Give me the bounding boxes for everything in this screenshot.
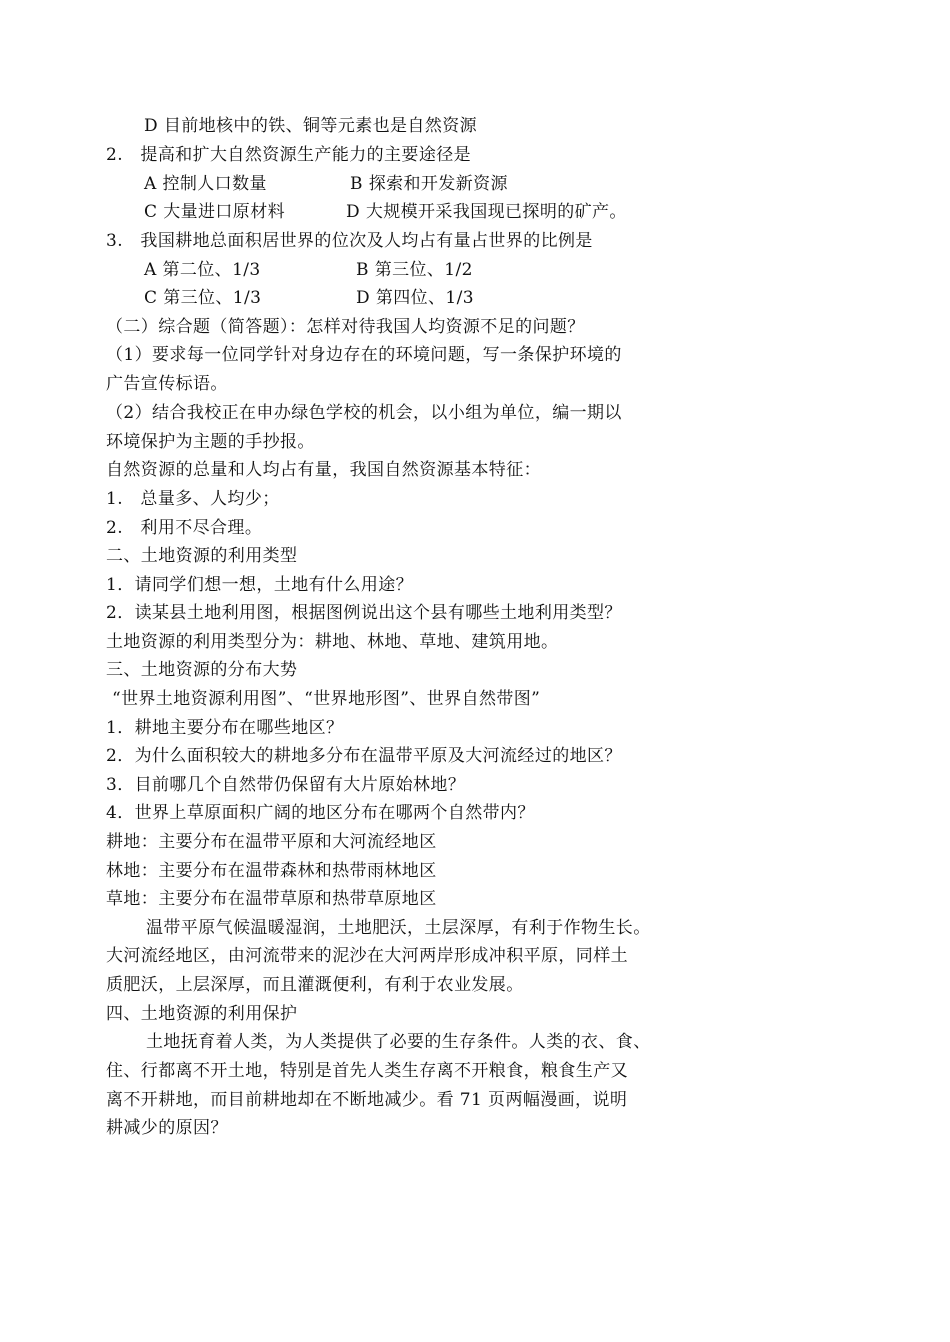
q2-option-c: C 大量进口原材料 [144, 202, 286, 222]
q3-stem: 3. 我国耕地总面积居世界的位次及人均占有量占世界的比例是 [106, 231, 593, 251]
paragraph2-line1: 土地抚育着人类，为人类提供了必要的生存条件。人类的衣、食、 [146, 1032, 651, 1052]
task2-line2: 环境保护为主题的手抄报。 [106, 432, 315, 452]
feature-2: 2. 利用不尽合理。 [106, 518, 263, 538]
answer-farmland: 耕地：主要分布在温带平原和大河流经地区 [106, 832, 437, 852]
land-question-2: 2．读某县土地利用图，根据图例说出这个县有哪些土地利用类型？ [106, 603, 622, 623]
heading-protection: 四、土地资源的利用保护 [106, 1004, 298, 1024]
paragraph1-line2: 大河流经地区，由河流带来的泥沙在大河两岸形成冲积平原，同样土 [106, 946, 628, 966]
paragraph1-line3: 质肥沃，上层深厚，而且灌溉便利，有利于农业发展。 [106, 975, 524, 995]
q2-option-a: A 控制人口数量 [144, 174, 267, 194]
q1-option-d: D 目前地核中的铁、铜等元素也是自然资源 [144, 116, 478, 136]
heading-land-types: 二、土地资源的利用类型 [106, 546, 298, 566]
paragraph2-line3: 离不开耕地，而目前耕地却在不断地减少。看 71 页两幅漫画，说明 [106, 1090, 628, 1110]
paragraph1-line1: 温带平原气候温暖湿润，土地肥沃，土层深厚，有利于作物生长。 [146, 918, 651, 938]
distribution-question-3: 3．目前哪几个自然带仍保留有大片原始林地？ [106, 775, 466, 795]
distribution-question-4: 4．世界上草原面积广阔的地区分布在哪两个自然带内？ [106, 803, 535, 823]
q2-option-d: D 大规模开采我国现已探明的矿产。 [346, 202, 627, 222]
task1-line1: （1）要求每一位同学针对身边存在的环境问题，写一条保护环境的 [106, 345, 622, 365]
q3-option-d: D 第四位、1/3 [356, 288, 474, 308]
distribution-question-2: 2．为什么面积较大的耕地多分布在温带平原及大河流经过的地区？ [106, 746, 622, 766]
land-question-1: 1．请同学们想一想，土地有什么用途？ [106, 575, 414, 595]
task2-line1: （2）结合我校正在申办绿色学校的机会，以小组为单位，编一期以 [106, 403, 622, 423]
q2-stem: 2. 提高和扩大自然资源生产能力的主要途径是 [106, 145, 472, 165]
answer-grassland: 草地：主要分布在温带草原和热带草原地区 [106, 889, 437, 909]
paragraph2-line2: 住、行都离不开土地，特别是首先人类生存离不开粮食，粮食生产又 [106, 1061, 628, 1081]
heading-distribution: 三、土地资源的分布大势 [106, 660, 298, 680]
answer-forest: 林地：主要分布在温带森林和热带雨林地区 [106, 861, 437, 881]
q3-option-a: A 第二位、1/3 [144, 260, 261, 280]
q3-option-c: C 第三位、1/3 [144, 288, 262, 308]
q3-option-b: B 第三位、1/2 [356, 260, 473, 280]
section2-title: （二）综合题（简答题）：怎样对待我国人均资源不足的问题？ [106, 317, 585, 337]
feature-intro: 自然资源的总量和人均占有量，我国自然资源基本特征： [106, 460, 541, 480]
land-types-answer: 土地资源的利用类型分为：耕地、林地、草地、建筑用地。 [106, 632, 559, 652]
distribution-question-1: 1．耕地主要分布在哪些地区？ [106, 718, 344, 738]
maps-line: “世界土地资源利用图”、“世界地形图”、世界自然带图” [112, 689, 541, 709]
task1-line2: 广告宣传标语。 [106, 374, 228, 394]
feature-1: 1. 总量多、人均少； [106, 489, 280, 509]
paragraph2-line4: 耕减少的原因？ [106, 1118, 228, 1138]
q2-option-b: B 探索和开发新资源 [350, 174, 508, 194]
